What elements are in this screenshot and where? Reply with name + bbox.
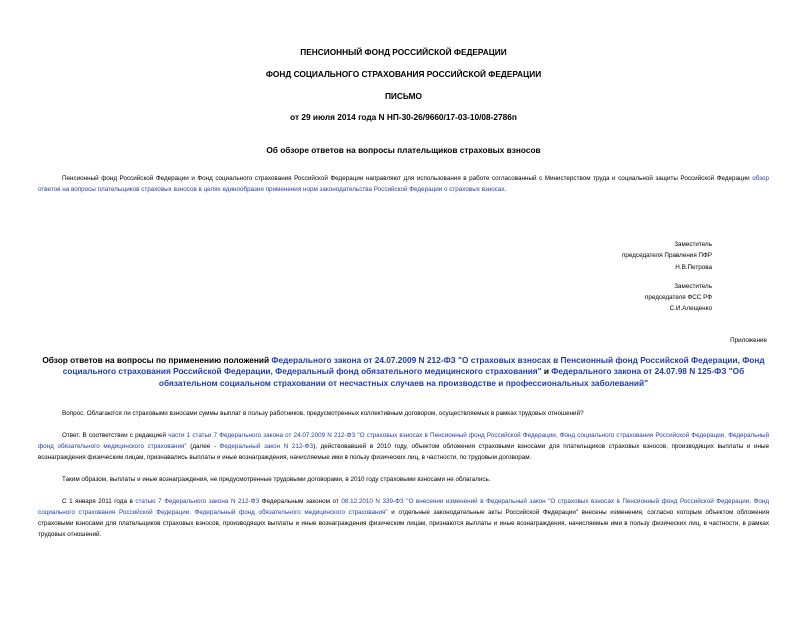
issuer-fss: ФОНД СОЦИАЛЬНОГО СТРАХОВАНИЯ РОССИЙСКОЙ ФЕДЕРАЦИИ [265, 69, 542, 79]
law-212-short-link[interactable]: Федеральный закон N 212-ФЗ [219, 443, 314, 451]
overview-title [38, 355, 769, 390]
signature-pfr [38, 239, 769, 273]
question-1: Вопрос. Облагаются ли страховыми взносами суммы выплат в пользу работников, предусмотренных коллективным договором, осуществляемых в рамках трудовых отношений? [62, 410, 584, 418]
paragraph-2011-changes [38, 496, 769, 540]
article-7-link[interactable]: статью 7 Федерального закона N 212-ФЗ [135, 498, 260, 506]
intro-paragraph [38, 173, 769, 195]
signature-pfr-title: Заместитель [674, 241, 712, 248]
paragraph-2011-text-middle: Федеральным законом от [259, 498, 342, 506]
paragraph-conclusion: Таким образом, выплаты и иные вознаграждения, не предусмотренные трудовыми договорами, в 2010 году страховыми взносами не облагались. [62, 476, 491, 484]
law-125-link[interactable]: Федерального закона от 24.07.98 N 125-ФЗ "Об обязательном социальном страховании от несчастных случаев на производстве и профессиональных заболеваний" [158, 366, 745, 388]
law-212-article-7-link[interactable]: части 1 статьи 7 Федерального закона от 24.07.2009 N 212-ФЗ "О страховых взносах в Пенсионный фонд Российской Федерации, Фонд социального страхования Российской Федерации, Федеральный фонд обязательного медицинского страхования" [38, 432, 769, 451]
document-page [0, 47, 807, 618]
intro-text: Пенсионный фонд Российской Федерации и Фонд социального страхования Российской Федерации направляют для использования в работе согласованный с Министерством труда и социальной защиты Российской Федерации [62, 175, 753, 182]
appendix-label: Приложение [730, 336, 767, 344]
issuer-pfr: ПЕНСИОННЫЙ ФОНД РОССИЙСКОЙ ФЕДЕРАЦИИ [300, 47, 507, 57]
paragraph-2011-text: С 1 января 2011 года в [62, 498, 136, 506]
intro-text-end: . [504, 186, 507, 193]
signature-fss-name: С.И.Алещенко [669, 305, 712, 313]
overview-text: Обзор ответов на вопросы по применению положений [42, 354, 272, 365]
overview-conjunction: и [541, 366, 552, 377]
signature-pfr-position: председателя Правления ПФР [621, 252, 712, 260]
signature-fss [38, 281, 769, 315]
overview-link[interactable]: обзор ответов на вопросы плательщиков страховых взносов в целях единообразия применения норм законодательства Российской Федерации о страховых взносах [38, 175, 769, 193]
document-subject: Об обзоре ответов на вопросы плательщиков страховых взносов [266, 145, 541, 155]
law-212-link[interactable]: Федерального закона от 24.07.2009 N 212-ФЗ "О страховых взносах в Пенсионный фонд Российской Федерации, Фонд социального страхования Российской Федерации, Федеральный фонд обязательного медицинского страхования" [62, 354, 765, 377]
answer-1 [38, 430, 769, 463]
document-type: ПИСЬМО [384, 91, 423, 101]
document-date-number: от 29 июля 2014 года N НП-30-26/9660/17-03-10/08-2786п [290, 112, 517, 122]
law-339-link[interactable]: 08.12.2010 N 339-ФЗ "О внесении изменений в Федеральный закон "О страховых взносах в Пенсионный фонд Российской Федерации, Фонд социального страхования Российской Федерации, Федеральный фонд обязательного медицинского страхования" [38, 498, 770, 517]
answer-1-text-end: ), действовавшей в 2010 году, объектом обложения страховыми взносами для плательщиков страховых взносов, производящих выплаты и иные вознаграждения физическим лицам, признавались выплаты и иные вознаграждения, начисляемые ими в пользу физических лиц, в частности, по трудовым договорам. [38, 443, 769, 462]
signature-fss-position: председателя ФСС РФ [645, 294, 712, 302]
answer-1-text-middle: (далее - [186, 443, 220, 451]
paragraph-2011-text-end: и отдельные законодательные акты Российской Федерации" внесены изменения, согласно которым объектом обложения страховыми взносами для плательщиков страховых взносов, производящих выплаты и иные вознаграждения физическим лицам, признаются выплаты и иные вознаграждения, начисляемые ими в пользу физических лиц, в частности, в рамках трудовых отношений. [38, 509, 769, 539]
answer-1-text: Ответ. В соответствии с редакцией [62, 432, 169, 440]
signature-fss-title: Заместитель [674, 282, 712, 290]
signature-pfr-name: Н.В.Петрова [675, 263, 712, 271]
